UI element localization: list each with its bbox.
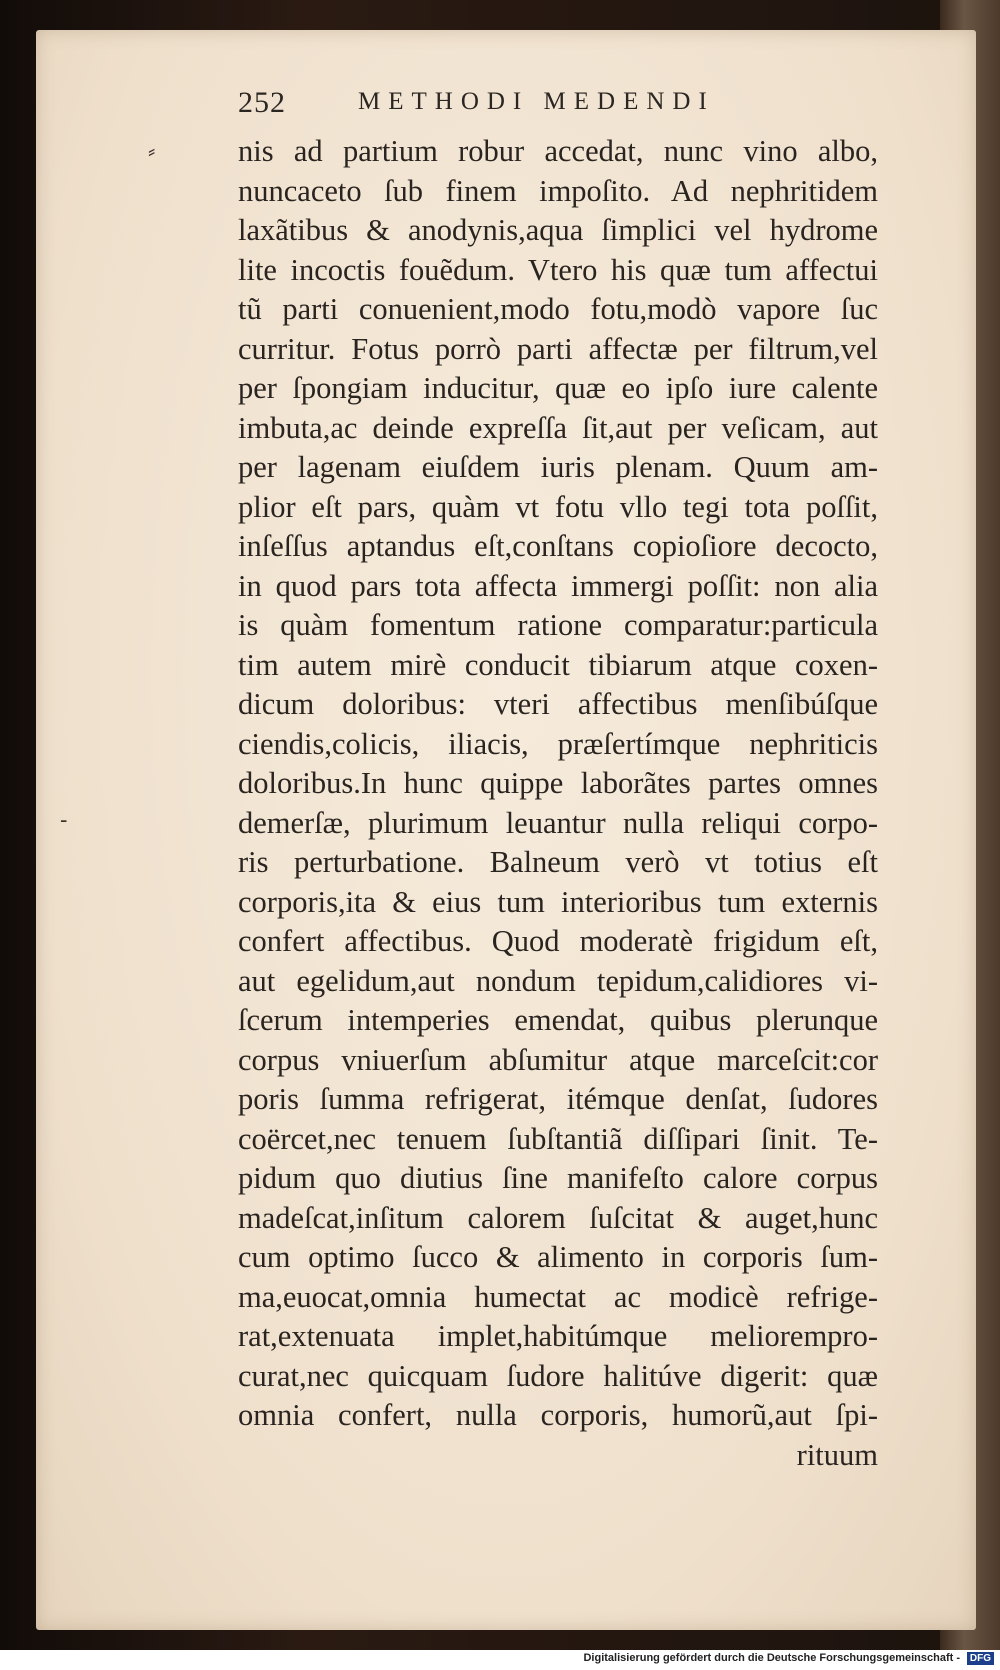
text-line: dicum doloribus: vteri affectibus menſibúſque bbox=[238, 687, 878, 721]
text-line: cum optimo ſucco & alimento in corporis ſum- bbox=[238, 1240, 878, 1274]
text-line: demerſæ, plurimum leuantur nulla reliqui corpo- bbox=[238, 805, 878, 840]
text-line: per lagenam eiuſdem iuris plenam. Quum am- bbox=[238, 450, 878, 484]
running-title: METHODI MEDENDI bbox=[358, 88, 715, 115]
text-line: poris ſumma refrigerat, itémque denſat, ſudores bbox=[238, 1082, 878, 1116]
text-line: is quàm fomentum ratione comparatur:particula bbox=[238, 608, 878, 642]
text-line: coërcet,nec tenuem ſubſtantiã diſſipari ſinit. Te- bbox=[238, 1121, 878, 1156]
text-line: corporis,ita & eius tum interioribus tum externis bbox=[238, 884, 878, 919]
page-header bbox=[238, 86, 878, 126]
text-line: nis ad partium robur accedat, nunc vino albo, bbox=[238, 134, 878, 168]
text-line: plior eſt pars, quàm vt fotu vllo tegi tota poſſit, bbox=[238, 489, 878, 524]
text-line: ris perturbatione. Balneum verò vt totius eſt bbox=[238, 845, 878, 879]
text-line: aut egelidum,aut nondum tepidum,calidiores vi- bbox=[238, 963, 878, 998]
text-line: lite incoctis fouẽdum. Vtero his quæ tum affectui bbox=[238, 252, 878, 287]
text-line: nuncaceto ſub finem impoſito. Ad nephritidem bbox=[238, 173, 878, 208]
footer-credit: Digitalisierung gefördert durch die Deutsche Forschungsgemeinschaft - bbox=[583, 1652, 960, 1664]
text-line: laxãtibus & anodynis,aqua ſimplici vel hydrome bbox=[238, 213, 878, 247]
text-line: tũ parti conuenient,modo fotu,modò vapore ſuc bbox=[238, 292, 878, 326]
text-line: ma,euocat,omnia humectat ac modicè refrige- bbox=[238, 1279, 878, 1314]
text-line: in quod pars tota affecta immergi poſſit: non alia bbox=[238, 568, 878, 603]
text-line: rat,extenuata implet,habitúmque meliorempro- bbox=[238, 1319, 878, 1353]
text-line: corpus vniuerſum abſumitur atque marceſcit:cor bbox=[238, 1042, 878, 1077]
margin-mark-icon: ⸗ bbox=[148, 139, 156, 164]
text-line: omnia confert, nulla corporis, humorũ,aut ſpi- bbox=[238, 1398, 878, 1432]
margin-mark-icon: - bbox=[60, 808, 68, 833]
text-line: curat,nec quicquam ſudore halitúve digerit: quæ bbox=[238, 1358, 878, 1393]
dfg-logo: DFG bbox=[967, 1652, 994, 1665]
text-line: imbuta,ac deinde expreſſa ſit,aut per veſicam, aut bbox=[238, 410, 878, 445]
text-line: pidum quo diutius ſine manifeſto calore corpus bbox=[238, 1161, 878, 1195]
text-line: doloribus.In hunc quippe laborãtes partes omnes bbox=[238, 766, 878, 800]
text-line: inſeſſus aptandus eſt,conſtans copioſiore decocto, bbox=[238, 529, 878, 563]
text-line: ciendis,colicis, iliacis, præſertímque nephriticis bbox=[238, 726, 878, 761]
text-line: per ſpongiam inducitur, quæ eo ipſo iure calente bbox=[238, 371, 878, 405]
page-number: 252 bbox=[238, 86, 286, 119]
text-line: tim autem mirè conducit tibiarum atque coxen- bbox=[238, 647, 878, 682]
text-line: confert affectibus. Quod moderatè frigidum eſt, bbox=[238, 924, 878, 958]
text-line: madeſcat,inſitum calorem ſuſcitat & auget,hunc bbox=[238, 1200, 878, 1235]
body-text bbox=[238, 132, 958, 1475]
text-line: ſcerum intemperies emendat, quibus plerunque bbox=[238, 1003, 878, 1037]
text-line: curritur. Fotus porrò parti affectæ per filtrum,vel bbox=[238, 331, 878, 366]
text-line: rituum bbox=[796, 1437, 878, 1472]
